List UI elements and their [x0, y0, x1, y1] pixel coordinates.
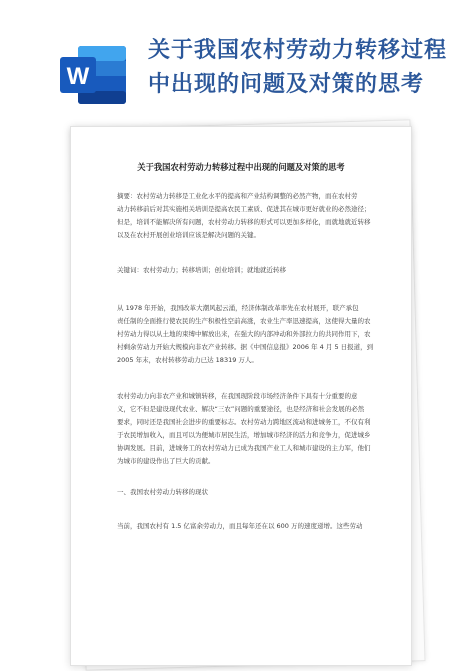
paragraph-line: 于农民增加收入，而且可以为便城市居民生活，增加城市经济的活力和竞争力，促进城乡	[117, 431, 371, 439]
abstract-line: 摘要：农村劳动力转移是工业化水平的提高和产业结构调整的必然产物，而在农村劳	[117, 192, 358, 200]
abstract-line: 但是，培训不能解决所有问题，农村劳动力转移的形式可以更加多样化，而就地就近转移	[117, 218, 371, 226]
abstract-line: 动力转移前后对其实施相关培训是提高农民工素质、促进其在城市更好就业的必然途径；	[117, 205, 371, 213]
paragraph-line: 村劳动力得以从土地的束缚中解放出来，在强大的内部冲动和外部拉力的共同作用下，农	[117, 330, 371, 338]
body-paragraph-1	[117, 302, 374, 367]
document-page	[70, 126, 412, 666]
header-banner	[0, 0, 474, 120]
body-paragraph-2	[117, 390, 369, 468]
paragraph-line: 村剩余劳动力开始大规模向非农产业转移。据《中国信息报》2006 年 4 月 5 日报道，到	[117, 343, 374, 351]
document-title: 关于我国农村劳动力转移过程中出现的问题及对策的思考	[137, 162, 345, 172]
word-logo-letter: W	[66, 63, 90, 90]
paragraph-line: 农村劳动力向非农产业和城镇转移，在我国现阶段市场经济条件下具有十分重要的意	[117, 392, 358, 400]
word-icon	[58, 44, 128, 106]
paragraph-line: 为城市的建设作出了巨大的贡献。	[117, 457, 215, 465]
section-heading	[117, 486, 369, 499]
paragraph-line: 2005 年末，农村转移劳动力已达 18319 万人。	[117, 356, 258, 364]
abstract-line: 以及在农村开展创业培训应该是解决问题的关键。	[117, 231, 260, 239]
section-heading-text: 一、我国农村劳动力转移的现状	[117, 488, 208, 496]
header-title-line-1: 关于我国农村劳动力转移过程	[148, 38, 448, 63]
body-paragraph-3	[117, 520, 369, 533]
paragraph-line: 义，它不但是建设现代农业、解决“三农”问题的重要途径，也是经济和社会发展的必然	[117, 405, 365, 413]
paragraph-line: 当前，我国农村有 1.5 亿富余劳动力，而且每年还在以 600 万的速度递增。这些劳动	[117, 522, 363, 530]
abstract-paragraph	[117, 190, 369, 242]
keywords-line	[117, 264, 369, 277]
header-title	[148, 34, 468, 102]
header-title-line-2: 中出现的问题及对策的思考	[148, 72, 425, 97]
paragraph-line: 要求，同时还是我国社会进步的重要标志。农村劳动力跨地区流动和进城务工，不仅有利	[117, 418, 371, 426]
keywords-text: 关键词：农村劳动力；转移培训；创业培训；就地就近转移	[117, 266, 286, 274]
paragraph-line: 从 1978 年开始，我国改革大潮风起云涌，经济体制改革率先在农村展开，联产承包	[117, 304, 359, 312]
paragraph-line: 协调发展。目前，进城务工的农村劳动力已成为我国产业工人和城市建设的主力军，他们	[117, 444, 371, 452]
paragraph-line: 责任制的全面推行使农民的生产积极性空前高涨，农业生产率迅速提高，这使得大量的农	[117, 317, 371, 325]
